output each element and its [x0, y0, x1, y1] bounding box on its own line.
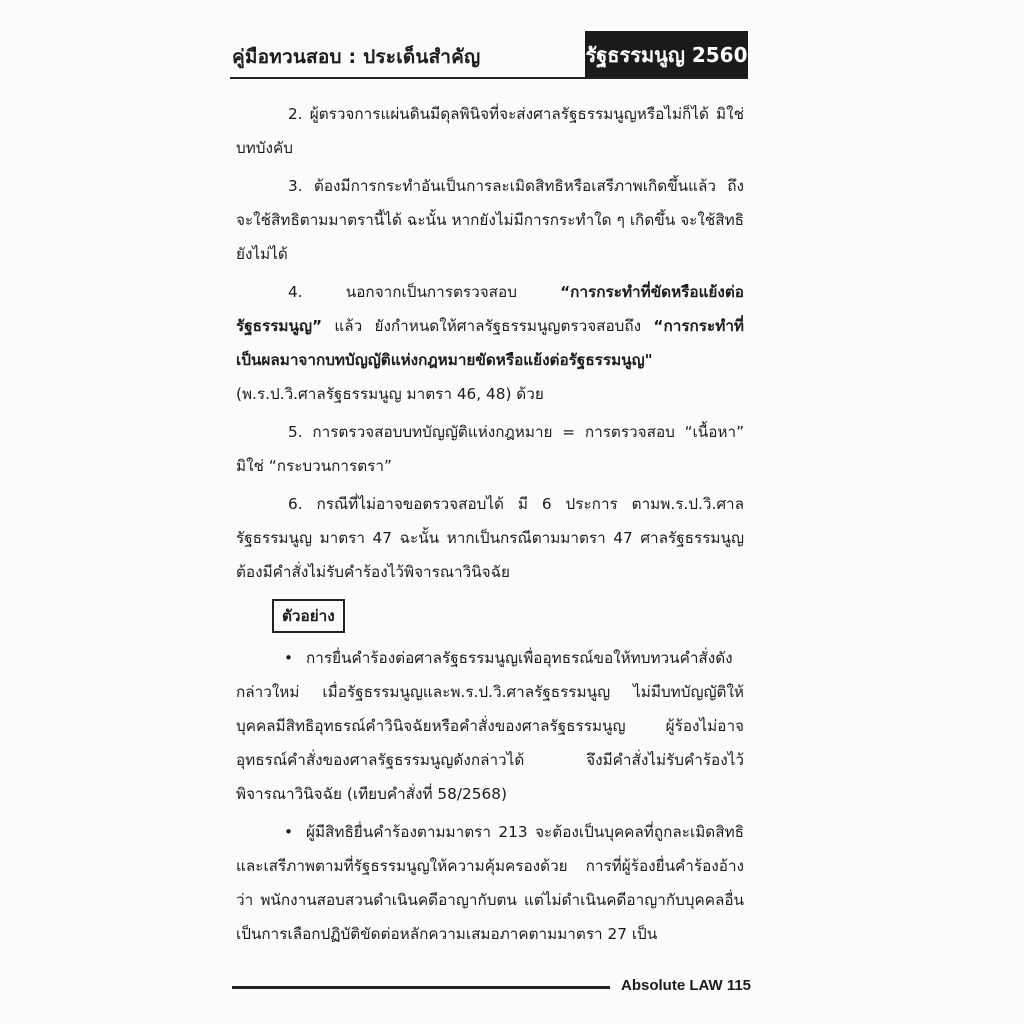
paragraph-4-end: (พ.ร.ป.วิ.ศาลรัฐธรรมนูญ มาตรา 46, 48) ด้วย	[236, 385, 544, 403]
bullet-text-2: ผู้มีสิทธิยื่นคำร้องตามมาตรา 213 จะต้องเป็นบุคคลที่ถูกละเมิดสิทธิและเสรีภาพตามที่รัฐธรรมนูญให้ความคุ้มครองด้วย การที่ผู้ร้องยื่นคำร้องอ้างว่า พนักงานสอบสวนดำเนินคดีอาญากับตน แต่ไม่ดำเนินคดีอาญากับบุคคลอื่น เป็นการเลือกปฏิบัติขัดต่อหลักความเสมอภาคตามมาตรา 27 เป็น	[236, 823, 744, 943]
paragraph-5: 5. การตรวจสอบบทบัญญัติแห่งกฎหมาย = การตรวจสอบ “เนื้อหา” มิใช่ “กระบวนการตรา”	[236, 423, 744, 475]
paragraph-4	[236, 275, 744, 411]
bullet-text-1: การยื่นคำร้องต่อศาลรัฐธรรมนูญเพื่ออุทธรณ์ขอให้ทบทวนคำสั่งดังกล่าวใหม่ เมื่อรัฐธรรมนูญและพ.ร.ป.วิ.ศาลรัฐธรรมนูญ ไม่มีบทบัญญัติให้บุคคลมีสิทธิอุทธรณ์คำวินิจฉัยหรือคำสั่งของศาลรัฐธรรมนูญ ผู้ร้องไม่อาจอุทธรณ์คำสั่งของศาลรัฐธรรมนูญดังกล่าวได้ จึงมีคำสั่งไม่รับคำร้องไว้พิจารณาวินิจฉัย (เทียบคำสั่งที่ 58/2568)	[236, 649, 744, 803]
chapter-title-box	[585, 31, 748, 79]
running-header-title: คู่มือทวนสอบ : ประเด็นสำคัญ	[232, 46, 481, 68]
bullet-icon: •	[284, 823, 294, 841]
bullet-icon: •	[284, 649, 294, 667]
paragraph-4-mid: แล้ว ยังกำหนดให้ศาลรัฐธรรมนูญตรวจสอบถึง	[322, 317, 654, 335]
paragraph-2: 2. ผู้ตรวจการแผ่นดินมีดุลพินิจที่จะส่งศาลรัฐธรรมนูญหรือไม่ก็ได้ มิใช่บทบังคับ	[236, 105, 744, 157]
paragraph-4-bold-2: “การกระทำที่เป็นผลมาจากบทบัญญัติแห่งกฎหมายขัดหรือแย้งต่อรัฐธรรมนูญ"	[236, 317, 744, 369]
header-divider	[230, 77, 748, 79]
paragraph-4-intro: 4. นอกจากเป็นการตรวจสอบ	[288, 283, 561, 301]
footer-divider	[232, 986, 610, 989]
paragraph-6: 6. กรณีที่ไม่อาจขอตรวจสอบได้ มี 6 ประการ ตามพ.ร.ป.วิ.ศาลรัฐธรรมนูญ มาตรา 47 ฉะนั้น หากเป็นกรณีตามมาตรา 47 ศาลรัฐธรรมนูญต้องมีคำสั่งไม่รับคำร้องไว้พิจารณาวินิจฉัย	[236, 495, 744, 581]
page-footer: Absolute LAW 115	[621, 977, 752, 994]
paragraph-4-bold-1: “การกระทำที่ขัดหรือแย้งต่อรัฐธรรมนูญ”	[236, 283, 744, 335]
paragraph-3: 3. ต้องมีการกระทำอันเป็นการละเมิดสิทธิหรือเสรีภาพเกิดขึ้นแล้ว ถึงจะใช้สิทธิตามมาตรานี้ได้ ฉะนั้น หากยังไม่มีการกระทำใด ๆ เกิดขึ้น จะใช้สิทธิยังไม่ได้	[236, 177, 744, 263]
example-label-box	[272, 599, 345, 633]
bullet-item-1	[236, 641, 744, 811]
example-label: ตัวอย่าง	[282, 607, 335, 625]
page-body	[236, 97, 744, 955]
bullet-item-2	[236, 815, 744, 951]
chapter-title: รัฐธรรมนูญ 2560	[585, 43, 748, 67]
